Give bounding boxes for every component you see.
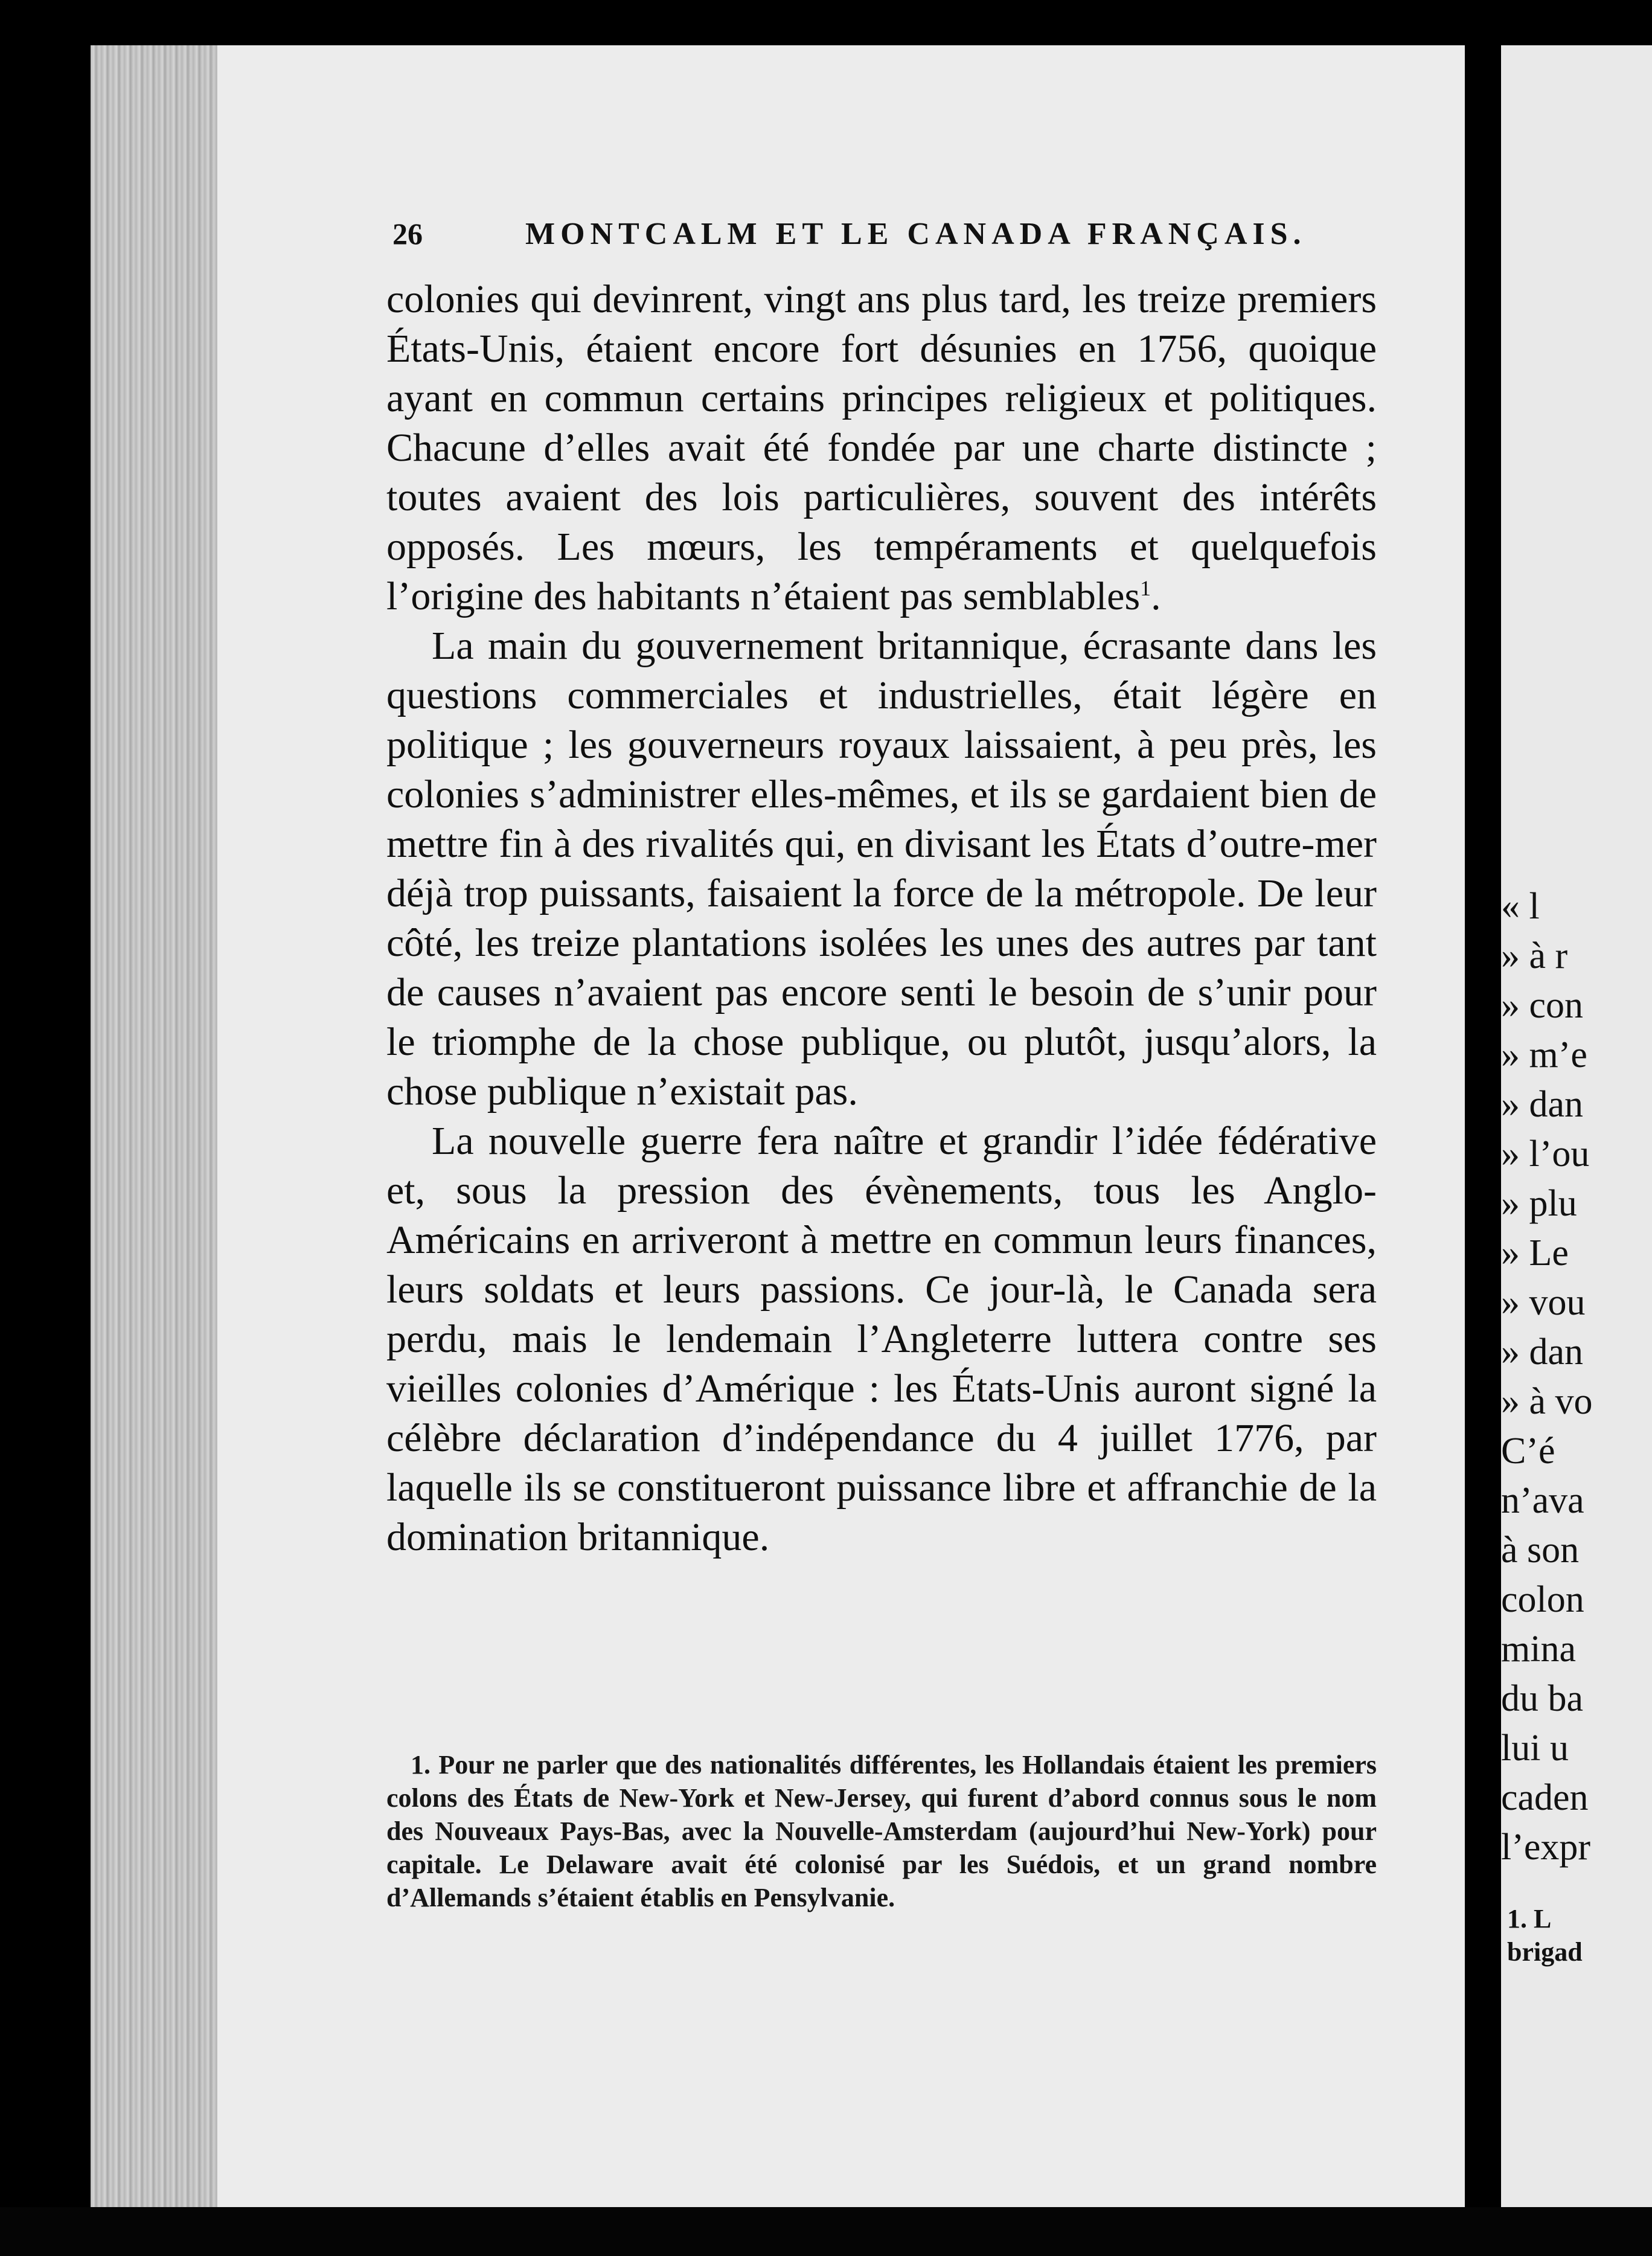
right-line: » Le — [1501, 1232, 1569, 1274]
footnote: 1. Pour ne parler que des nationalités différentes, les Hollandais étaient les premiers colons des États de New-York et New-Jersey, qui furent d’abord connus sous le nom des Nouveaux Pays-Bas, avec la Nouvelle-Amsterdam (aujourd’hui New-York) pour capitale. Le Delaware avait été colonisé par les Suédois, et un grand nombre d’Allemands s’étaient établis en Pensylvanie. — [386, 1750, 1377, 1912]
right-page-fragment — [1501, 45, 1652, 2207]
running-head — [392, 216, 1307, 258]
right-line: » l’ou — [1501, 1133, 1590, 1174]
right-line: » vou — [1501, 1282, 1586, 1323]
right-line: lui u — [1501, 1728, 1569, 1769]
paragraph-1 — [386, 275, 1377, 621]
right-line: » dan — [1501, 1331, 1584, 1373]
right-line: » dan — [1501, 1084, 1584, 1125]
right-line: « l — [1501, 886, 1540, 927]
book-gutter — [1465, 45, 1501, 2207]
paragraph-2: La main du gouvernement britannique, écrasante dans les questions commerciales et industrielles, était légère en politique ; les gouverneurs royaux laissaient, à peu près, les colonies s’administrer elles-mêmes, et ils se gardaient bien de mettre fin à des rivalités qui, en divisant les États d’outre-mer déjà trop puissants, faisaient la force de la métropole. De leur côté, les treize plantations isolées les unes des autres par tant de causes n’avaient pas encore senti le besoin de s’unir pour le triomphe de la chose publique, ou plutôt, jusqu’alors, la chose publique n’existait pas. — [386, 624, 1377, 1114]
right-line: à son — [1501, 1530, 1580, 1571]
right-line: » à r — [1501, 935, 1568, 976]
right-line: » à vo — [1501, 1381, 1593, 1422]
page-number: 26 — [392, 217, 423, 251]
paragraph-1-text: colonies qui devinrent, vingt ans plus tard, les treize premiers États-Unis, étaient encore fort désunies en 1756, quoique ayant en commun certains principes religieux et politiques. Chacune d’elles avait été fondée par une charte distincte ; toutes avaient des lois particulières, souvent des intérêts opposés. Les mœurs, les tempéraments et quelquefois l’origine des habitants n’étaient pas semblables — [386, 277, 1377, 618]
scan-border-top — [0, 0, 1652, 45]
running-title: MONTCALM ET LE CANADA FRANÇAIS. — [525, 217, 1307, 251]
right-line: » m’e — [1501, 1034, 1587, 1075]
right-page-lines — [1501, 882, 1652, 1872]
right-line: » con — [1501, 985, 1584, 1026]
right-line: » plu — [1501, 1183, 1577, 1224]
right-footnote-line: brigad — [1507, 1937, 1583, 1967]
body-text — [386, 275, 1377, 1562]
paragraph-3: La nouvelle guerre fera naître et grandir l’idée fédérative et, sous la pression des évènements, tous les Anglo-Américains en arriveront à mettre en commun leurs finances, leurs soldats et leurs passions. Ce jour-là, le Canada sera perdu, mais le lendemain l’Angleterre luttera contre ses vieilles colonies d’Amérique : les États-Unis auront signé la célèbre déclaration d’indépendance du 4 juillet 1776, par laquelle ils se constitueront puissance libre et affranchie de la domination britannique. — [386, 1119, 1377, 1559]
right-line: du ba — [1501, 1678, 1584, 1719]
page-edge-stack — [91, 45, 217, 2207]
right-line: mina — [1501, 1629, 1576, 1670]
right-line: l’expr — [1501, 1827, 1591, 1868]
right-line: colon — [1501, 1579, 1584, 1620]
paragraph-1-end: . — [1151, 574, 1161, 618]
right-line: C’é — [1501, 1431, 1555, 1472]
right-line: n’ava — [1501, 1480, 1584, 1521]
footnote-ref: 1 — [1140, 576, 1151, 600]
right-footnote-line: 1. L — [1507, 1904, 1552, 1934]
right-page-footnote — [1507, 1902, 1652, 1969]
right-line: caden — [1501, 1777, 1589, 1818]
scan-border-bottom — [0, 2207, 1652, 2256]
